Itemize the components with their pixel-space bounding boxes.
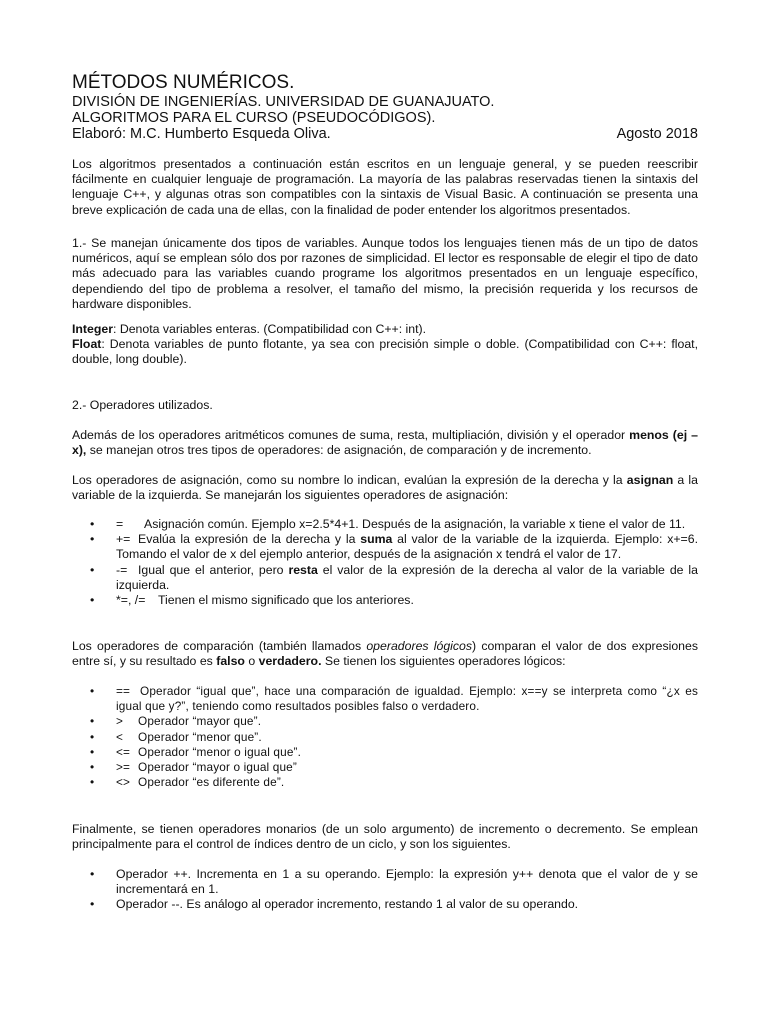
types-block [72,322,698,368]
operator-symbol: > [116,714,124,729]
operator-symbol: -= [116,562,128,577]
operator-desc: Operador ++. Incrementa en 1 a su operando. Ejemplo: la expresión y++ denota que el valor de y se incrementará en 1. [116,867,698,897]
bullet-icon: • [90,744,95,759]
bullet-icon: • [90,760,95,775]
bullet-icon: • [90,714,95,729]
ops-text-a: Además de los operadores aritméticos comunes de suma, resta, multipliación, división y el operador [72,428,630,442]
compare-text-a: Los operadores de comparación (también llamados [72,639,367,653]
list-item [72,532,698,562]
operator-symbol: < [116,729,124,744]
operator-keyword: suma [360,532,393,547]
operator-desc: Operador “mayor que”. [138,714,262,729]
operator-desc: Operador “mayor o igual que” [138,760,297,775]
section2-heading: 2.- Operadores utilizados. [72,398,213,412]
assignment-paragraph [72,473,698,503]
list-item [72,897,698,912]
bullet-icon: • [90,867,95,881]
float-desc: : Denota variables de punto flotante, ya sea con precisión simple o doble. (Compatibilidad con C++: float, double, long double). [72,337,698,367]
unary-paragraph: Finalmente, se tienen operadores monarios (de un solo argumento) de incremento o decremento. Se emplean principalmente para el control de índices dentro de un ciclo, y son los siguientes. [72,822,698,852]
operator-symbol: *=, /= [116,593,146,608]
bullet-icon: • [90,517,95,531]
list-item [72,517,698,532]
operator-symbol: == [116,684,131,698]
list-item [72,730,698,745]
date-line: Agosto 2018 [616,126,698,142]
operator-symbol: <> [116,775,131,790]
list-item [72,563,698,593]
author-line: Elaboró: M.C. Humberto Esqueda Oliva. [72,126,331,142]
division-line: DIVISIÓN DE INGENIERÍAS. UNIVERSIDAD DE GUANAJUATO. [72,94,495,110]
doc-title: MÉTODOS NUMÉRICOS. [72,72,295,93]
intro-paragraph: Los algoritmos presentados a continuación están escritos en un lenguaje general, y se pueden reescribir fácilmente en cualquier lenguaje de programación. La mayoría de las palabras reservadas tienen la sintaxis del lenguaje C++, y algunas otras son compatibles con la sintaxis de Visual Basic. A continuación se presenta una breve explicación de cada una de ellas, con la finalidad de poder entender los algoritmos presentados. [72,157,698,217]
list-item [72,714,698,729]
compare-text-f: verdadero. [258,654,322,669]
operator-desc: Tienen el mismo significado que los anteriores. [158,593,414,608]
compare-text-e: o [244,654,259,669]
operator-desc: Operador --. Es análogo al operador incremento, restando 1 al valor de su operando. [116,897,579,912]
operators-paragraph [72,428,698,458]
operator-symbol: += [116,532,131,547]
bullet-icon: • [90,532,95,547]
assign-text-c: a la variable de la izquierda. Se manejarán los siguientes operadores de asignación: [72,473,698,503]
list-item [72,760,698,775]
integer-term: Integer [72,322,113,336]
float-term: Float [72,337,102,352]
compare-text-c: ) comparan el valor de dos expresiones entre sí, y su resultado es [72,639,699,669]
operator-desc: Igual que el anterior, pero [138,562,289,577]
operator-desc: Operador “igual que”, hace una comparación de igualdad. Ejemplo: x==y se interpreta como “¿x es igual que y?”, teniendo como resultados posibles falso o verdadero. [116,684,698,714]
bullet-icon: • [90,684,95,698]
bullet-icon: • [90,593,95,608]
operator-desc: Evalúa la expresión de la derecha y la [138,532,361,547]
author-date-row [72,126,698,142]
list-item [72,684,698,714]
section1-paragraph: 1.- Se manejan únicamente dos tipos de variables. Aunque todos los lenguajes tienen más de un tipo de datos numéricos, aquí se emplean sólo dos por razones de simplicidad. El lector es responsable de elegir el tipo de dato más adecuado para las variables cuando programe los algoritmos presentados en un lenguaje específico, dependiendo del tipo de problema a resolver, el tamaño del mismo, la precisión requerida y los recursos de hardware disponibles. [72,236,698,311]
operator-symbol: <= [116,744,131,759]
ops-text-b: menos (ej –x), [72,428,698,458]
assignment-ops-list [72,517,698,608]
operator-desc: Operador “es diferente de”. [138,775,285,790]
operator-desc: Operador “menor o igual que”. [138,744,302,759]
list-item [72,745,698,760]
float-line [72,337,698,367]
unary-ops-list [72,867,698,913]
operator-desc: Operador “menor que”. [138,729,262,744]
list-item [72,867,698,897]
bullet-icon: • [90,729,95,744]
list-item [72,775,698,790]
assign-text-a: Los operadores de asignación, como su nombre lo indican, evalúan la expresión de la derecha y la [72,473,627,487]
bullet-icon: • [90,897,95,912]
bullet-icon: • [90,775,95,790]
operator-desc-rest: al valor de la variable de la izquierda. Ejemplo: x+=6. Tomando el valor de x del ejemplo anterior, después de la asignación x tendrá el valor de 17. [116,532,698,562]
integer-desc: : Denota variables enteras. (Compatibilidad con C++: int). [113,322,427,336]
integer-line [72,322,698,337]
operator-desc: Asignación común. Ejemplo x=2.5*4+1. Después de la asignación, la variable x tiene el valor de 11. [144,517,686,531]
comparison-ops-list [72,684,698,790]
assign-text-b: asignan [626,473,674,487]
operator-desc-rest: el valor de la expresión de la derecha al valor de la variable de la izquierda. [116,562,698,592]
operator-keyword: resta [288,562,318,577]
operator-symbol: = [116,517,124,531]
compare-text-d: falso [216,654,245,669]
compare-text-b: operadores lógicos [366,639,473,653]
ops-text-c: se manejan otros tres tipos de operadores: de asignación, de comparación y de incremento. [86,443,592,458]
bullet-icon: • [90,562,95,577]
list-item [72,593,698,608]
comparison-paragraph [72,639,698,669]
compare-text-g: Se tienen los siguientes operadores lógicos: [321,654,566,669]
course-line: ALGORITMOS PARA EL CURSO (PSEUDOCÓDIGOS). [72,110,436,126]
operator-symbol: >= [116,760,131,775]
